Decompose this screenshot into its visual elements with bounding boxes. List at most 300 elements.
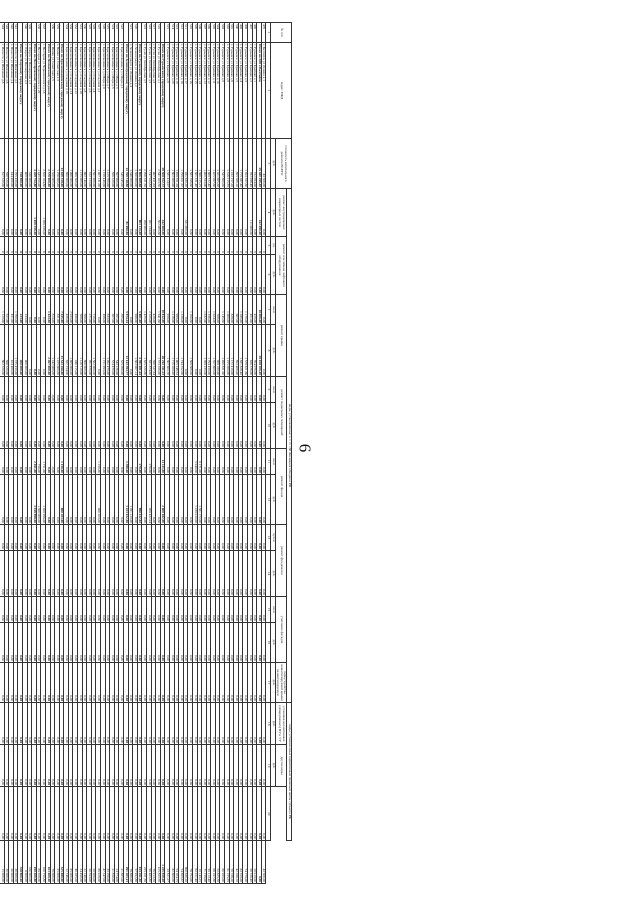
table-cell: 1 245 959,49 <box>160 841 165 884</box>
table-cell: 2 050 331,56 <box>142 139 147 189</box>
table-cell: 0 <box>188 237 193 255</box>
table-cell: 0,00 <box>220 551 225 597</box>
units-row <box>271 23 276 884</box>
table-cell: 0,00 <box>64 525 69 551</box>
table-cell: 0,00 <box>82 449 87 475</box>
table-cell: 0,00 <box>41 551 46 597</box>
unit: руб. <box>271 703 276 745</box>
table-cell: 0,00 <box>55 403 60 449</box>
table-cell: 508,00 <box>78 295 83 325</box>
table-cell: 0,00 <box>137 403 142 449</box>
table-cell: 1 198 440,00 <box>101 139 106 189</box>
table-cell: 0,00 <box>59 403 64 449</box>
table-cell: 0,00 <box>78 745 83 787</box>
table-cell: 1 225 000,00 <box>55 325 60 377</box>
table-cell: 54 669,67 <box>179 841 184 884</box>
table-cell: 1 239 010,00 <box>192 475 197 525</box>
table-cell: 0,00 <box>9 745 14 787</box>
table-cell: 0,00 <box>165 597 170 623</box>
table-cell: 0,00 <box>147 745 152 787</box>
table-cell: 513 <box>174 23 179 43</box>
table-cell: 83 559,00 <box>238 841 243 884</box>
table-cell: 0,00 <box>59 745 64 787</box>
table-cell: 0,00 <box>32 787 37 841</box>
table-row <box>87 23 92 884</box>
table-cell: 0,00 <box>55 787 60 841</box>
table-cell: 26 262 411,23 <box>160 325 165 377</box>
table-row <box>147 23 152 884</box>
table-cell: 0,00 <box>82 597 87 623</box>
table-cell: 0,00 <box>156 525 161 551</box>
table-cell: 0,00 <box>192 745 197 787</box>
table-cell: 0,00 <box>206 745 211 787</box>
table-cell: 0,00 <box>257 841 262 884</box>
table-row <box>234 23 239 884</box>
table-cell: 0,00 <box>137 703 142 745</box>
table-cell: 0,00 <box>229 703 234 745</box>
table-cell: 0,00 <box>183 403 188 449</box>
table-cell: 0,00 <box>68 475 73 525</box>
table-cell: 0,00 <box>257 787 262 841</box>
table-cell: 0,00 <box>82 403 87 449</box>
table-cell: г. Краснознаменск ул Мира д.5 <box>110 43 115 139</box>
table-cell: 0,00 <box>50 623 55 663</box>
table-row <box>243 23 248 884</box>
table-cell: 0 <box>105 237 110 255</box>
col-total: Стоимость капитального ремонта ВСЕГО <box>275 139 291 189</box>
table-cell: 291 203,13 <box>124 841 129 884</box>
table-cell: 600 630,20 <box>183 841 188 884</box>
table-cell: 802 320,00 <box>0 325 4 377</box>
col-address: Адрес МКД <box>271 43 292 139</box>
table-row <box>197 23 202 884</box>
table-cell: 0,00 <box>220 525 225 551</box>
table-cell: 0,00 <box>215 449 220 475</box>
table-cell: 22 746,00 <box>64 841 69 884</box>
table-cell: 0 <box>137 237 142 255</box>
table-cell: 0,00 <box>174 703 179 745</box>
table-cell: 502 <box>225 23 230 43</box>
table-cell: 0,00 <box>110 597 115 623</box>
table-cell: 0,00 <box>50 597 55 623</box>
table-cell: 0,00 <box>82 551 87 597</box>
table-cell: 0,00 <box>124 255 129 295</box>
table-cell: 0,00 <box>18 403 23 449</box>
table-cell: 0,00 <box>215 189 220 237</box>
table-cell: 0,00 <box>183 745 188 787</box>
table-cell: 0,00 <box>234 189 239 237</box>
table-cell: 0,00 <box>225 189 230 237</box>
table-cell: 529 <box>87 23 92 43</box>
table-cell: 0,00 <box>243 449 248 475</box>
col-basement: ремонт подвальных помещений <box>275 377 287 449</box>
table-cell: 1 059 356,00 <box>32 189 37 237</box>
table-cell: 0,00 <box>114 189 119 237</box>
table-cell: 0,00 <box>133 745 138 787</box>
table-cell: 1 361 172,00 <box>197 475 202 525</box>
table-cell: 0,00 <box>234 623 239 663</box>
table-cell: 0,00 <box>248 597 253 623</box>
table-cell: 0,00 <box>27 525 32 551</box>
table-cell: 0,00 <box>114 525 119 551</box>
table-cell: г. Гурьевск ул Крайняя д.18 <box>179 43 184 139</box>
table-cell: 0 <box>169 237 174 255</box>
table-cell: 0,00 <box>73 377 78 403</box>
table-cell: 538 <box>36 23 41 43</box>
table-cell: 1 578 621,60 <box>243 325 248 377</box>
table-row <box>68 23 73 884</box>
table-cell: 0,00 <box>179 597 184 623</box>
table-cell: г. Гурьевск ул Крайняя д.19 <box>174 43 179 139</box>
table-cell: 0,00 <box>36 295 41 325</box>
table-cell: 78 792,00 <box>188 841 193 884</box>
table-cell: 0,00 <box>101 787 106 841</box>
table-cell: 0,00 <box>151 703 156 745</box>
col-other: другие виды <box>275 745 287 787</box>
table-cell: 0,00 <box>13 703 18 745</box>
table-cell: 0,00 <box>59 787 64 841</box>
table-cell: 0,00 <box>128 295 133 325</box>
table-cell: 0,00 <box>206 189 211 237</box>
table-cell: 0,00 <box>206 787 211 841</box>
table-cell: 0 <box>87 237 92 255</box>
table-cell: 1 405 246,53 <box>174 325 179 377</box>
unit: куб.м <box>271 525 276 551</box>
unit: руб. <box>271 255 276 295</box>
table-cell: г. Полесск ул Шевченко д.4 <box>9 43 14 139</box>
table-cell: 1 280,00 <box>238 295 243 325</box>
table-cell: 0,00 <box>257 475 262 525</box>
table-cell: 4 391 081,64 <box>137 325 142 377</box>
table-cell: 78 000,00 <box>50 841 55 884</box>
table-cell: 408 900,00 <box>22 139 27 189</box>
table-cell: 0,00 <box>73 189 78 237</box>
table-row <box>91 23 96 884</box>
table-cell: 0,00 <box>91 597 96 623</box>
table-cell: г. Полесск ул Шевченко д.8 <box>0 43 4 139</box>
table-cell: 0,00 <box>32 551 37 597</box>
table-row <box>215 23 220 884</box>
table-cell: 0 <box>243 237 248 255</box>
table-cell: 0,00 <box>202 703 207 745</box>
table-cell: 0,00 <box>151 663 156 703</box>
table-cell: 0,00 <box>4 597 9 623</box>
table-cell: 0,00 <box>234 787 239 841</box>
table-cell: 0,00 <box>220 663 225 703</box>
table-cell: г. Краснознаменск ул Садовая д.2 <box>96 43 101 139</box>
table-cell: 0,00 <box>55 255 60 295</box>
table-cell: 0,00 <box>206 525 211 551</box>
table-cell: 0,00 <box>59 551 64 597</box>
table-cell: 46 285,00 <box>73 841 78 884</box>
table-cell: 0,00 <box>261 663 266 703</box>
table-cell: 0,00 <box>165 623 170 663</box>
table-row <box>248 23 253 884</box>
table-cell: 0,00 <box>238 703 243 745</box>
table-cell: 0,00 <box>169 525 174 551</box>
table-cell: 330 000,00 <box>27 841 32 884</box>
table-cell: 0,00 <box>202 525 207 551</box>
table-cell: 100 750,80 <box>41 841 46 884</box>
table-cell: 514 <box>169 23 174 43</box>
table-cell: 1 659 998,00 <box>41 475 46 525</box>
unit: руб. <box>271 623 276 663</box>
table-cell: 0,00 <box>36 745 41 787</box>
table-cell: 1 320 000,00 <box>50 139 55 189</box>
table-cell: 0,00 <box>96 189 101 237</box>
table-cell: 0,00 <box>4 377 9 403</box>
table-cell: 722 223,00 <box>87 139 92 189</box>
table-cell: г. Гурьевск ул Крайняя д.15 <box>192 43 197 139</box>
table-cell: 0,00 <box>4 703 9 745</box>
table-cell: 0,00 <box>87 623 92 663</box>
table-cell: 0,00 <box>91 189 96 237</box>
table-cell: 0,00 <box>27 475 32 525</box>
table-cell: 0,00 <box>68 403 73 449</box>
table-cell: 1 228,00 <box>179 295 184 325</box>
table-cell: 0,00 <box>68 597 73 623</box>
table-cell: 719,00 <box>91 295 96 325</box>
table-cell: 0,00 <box>202 787 207 841</box>
table-cell: 0,00 <box>188 745 193 787</box>
table-cell: 940 215,00 <box>73 325 78 377</box>
col-roof-ventilation: переустройство невентилируемой крыши на вентилируемую <box>276 664 288 701</box>
table-cell: 0,00 <box>114 475 119 525</box>
table-cell: 0,00 <box>137 377 142 403</box>
table-cell: 502 000,00 <box>156 189 161 237</box>
table-cell: 0,00 <box>105 189 110 237</box>
table-cell: 0,00 <box>78 551 83 597</box>
table-cell: 400 000,00 <box>18 325 23 377</box>
table-cell: 0,00 <box>101 663 106 703</box>
table-cell: 0,00 <box>234 255 239 295</box>
table-cell: 0,00 <box>78 403 83 449</box>
table-cell: 0,00 <box>119 377 124 403</box>
table-cell: 0,00 <box>188 525 193 551</box>
table-cell: 0,00 <box>183 597 188 623</box>
table-cell: 0 <box>151 237 156 255</box>
col-foundation: ремонт фундамента <box>275 525 287 597</box>
table-cell: 1 547 800,00 <box>220 139 225 189</box>
table-cell: 0,00 <box>73 525 78 551</box>
table-cell: 0,00 <box>114 663 119 703</box>
table-cell: 903 134,00 <box>137 189 142 237</box>
table-cell: 0,00 <box>124 703 129 745</box>
table-cell: 0,00 <box>119 703 124 745</box>
table-cell: 817 320,00 <box>0 139 4 189</box>
table-cell: 0,00 <box>215 745 220 787</box>
table-cell: 430,00 <box>64 295 69 325</box>
table-cell: 0,00 <box>169 189 174 237</box>
table-cell: 0,00 <box>147 703 152 745</box>
table-cell: 0,00 <box>32 377 37 403</box>
table-cell: 0,00 <box>151 623 156 663</box>
table-cell: 0,00 <box>18 525 23 551</box>
table-cell: 0,00 <box>197 623 202 663</box>
table-cell: 0,00 <box>238 787 243 841</box>
table-cell: 0,00 <box>45 449 50 475</box>
table-cell: 497 <box>248 23 253 43</box>
table-cell: 0,00 <box>68 449 73 475</box>
table-cell: 331 000,00 <box>183 189 188 237</box>
column-index: 1 <box>266 23 271 43</box>
table-cell: 1 253 032,00 <box>124 475 129 525</box>
table-cell: 0,00 <box>137 787 142 841</box>
table-cell: 0,00 <box>64 787 69 841</box>
table-cell: 225 011,56 <box>142 841 147 884</box>
table-cell: 0,00 <box>87 475 92 525</box>
subtotal-row <box>32 23 37 884</box>
table-cell: 0,00 <box>13 475 18 525</box>
table-cell: 25 000,00 <box>55 841 60 884</box>
table-cell: 0,00 <box>234 475 239 525</box>
table-cell: 0,00 <box>225 525 230 551</box>
table-cell: 0,00 <box>206 377 211 403</box>
table-cell: 0,00 <box>211 189 216 237</box>
table-cell: 1 765 450,00 <box>13 139 18 189</box>
table-cell: 0,00 <box>197 525 202 551</box>
table-cell: 0,00 <box>9 475 14 525</box>
table-cell: 0,00 <box>50 663 55 703</box>
table-row <box>13 23 18 884</box>
table-cell: г. Краснознаменск ул Мира д.7 <box>105 43 110 139</box>
table-cell: 0,00 <box>0 703 4 745</box>
table-cell: 0,00 <box>22 377 27 403</box>
table-cell: 0,00 <box>4 403 9 449</box>
table-cell: 0,00 <box>156 475 161 525</box>
table-cell: 0,00 <box>261 745 266 787</box>
table-cell: 503 <box>220 23 225 43</box>
table-cell: 1 059 356,00 <box>41 189 46 237</box>
table-cell: 0,00 <box>156 449 161 475</box>
capital-repair-table <box>0 22 292 884</box>
table-cell: 0 <box>22 237 27 255</box>
table-cell: 0,00 <box>110 475 115 525</box>
table-cell: 0,00 <box>36 255 41 295</box>
table-cell: 0,00 <box>169 787 174 841</box>
table-cell: 0,00 <box>188 787 193 841</box>
table-cell: 1 307 603,70 <box>165 325 170 377</box>
table-cell: 1 250 000,00 <box>55 139 60 189</box>
unit: руб. <box>271 325 276 377</box>
table-cell: 0,00 <box>261 377 266 403</box>
col-num: № п/п <box>271 23 292 43</box>
table-cell: 0,00 <box>0 525 4 551</box>
table-cell: 1 889 572,40 <box>206 139 211 189</box>
table-row <box>261 23 266 884</box>
table-cell: 0,00 <box>202 551 207 597</box>
table-cell: 0,00 <box>257 449 262 475</box>
table-cell: 1 390,00 <box>124 449 129 475</box>
table-cell: 0,00 <box>101 745 106 787</box>
table-cell: 895 566,10 <box>234 139 239 189</box>
table-cell: 0,00 <box>105 623 110 663</box>
table-cell: 0,00 <box>179 703 184 745</box>
table-cell: 5 940,00 <box>192 449 197 475</box>
table-cell: 0,00 <box>128 449 133 475</box>
column-index: 8 <box>266 325 271 377</box>
table-cell: 0,00 <box>261 255 266 295</box>
table-cell: 0,00 <box>114 403 119 449</box>
table-cell: 0,00 <box>0 787 4 841</box>
table-cell: 0,00 <box>142 449 147 475</box>
table-cell: 0,00 <box>105 703 110 745</box>
table-cell: 1 216,00 <box>169 295 174 325</box>
table-row <box>114 23 119 884</box>
table-cell: г. Гурьевск ул Крайняя д.5 <box>234 43 239 139</box>
table-cell: Итого по Гурьевскому городскому округу <box>160 43 165 139</box>
table-cell: 0,00 <box>174 551 179 597</box>
table-cell: 0,00 <box>13 623 18 663</box>
table-cell: 0,00 <box>137 745 142 787</box>
table-cell: 0,00 <box>32 623 37 663</box>
table-cell: 0,00 <box>211 663 216 703</box>
table-cell: 0,00 <box>234 551 239 597</box>
table-cell: 537 <box>41 23 46 43</box>
table-cell: 0,00 <box>105 663 110 703</box>
table-cell: 0,00 <box>110 189 115 237</box>
table-cell: 0,00 <box>91 787 96 841</box>
table-cell: 0,00 <box>225 597 230 623</box>
table-cell: 0,00 <box>101 255 106 295</box>
table-cell: 0 <box>119 237 124 255</box>
table-cell: 620 378,00 <box>248 325 253 377</box>
table-cell: 0,00 <box>55 551 60 597</box>
table-cell: 0,00 <box>68 703 73 745</box>
table-cell: 0,00 <box>22 255 27 295</box>
table-cell: 0,00 <box>188 623 193 663</box>
table-cell: 540 <box>22 23 27 43</box>
table-cell: 0 <box>229 237 234 255</box>
table-cell: 0,00 <box>252 745 257 787</box>
table-cell: 0,00 <box>91 377 96 403</box>
table-cell: 0,00 <box>234 703 239 745</box>
table-cell: 750,00 <box>36 449 41 475</box>
table-cell: 111 000,00 <box>248 189 253 237</box>
table-cell <box>32 23 37 43</box>
table-cell: 0,00 <box>248 403 253 449</box>
table-cell: 0,00 <box>68 745 73 787</box>
table-cell: 0,00 <box>59 189 64 237</box>
table-cell: 0,00 <box>41 623 46 663</box>
table-cell: г. Озерск ул Пионерская д.5 <box>22 43 27 139</box>
table-cell: 520 <box>133 23 138 43</box>
table-cell: 0,00 <box>206 703 211 745</box>
table-cell: 496 <box>252 23 257 43</box>
table-cell: 0,00 <box>105 255 110 295</box>
table-cell: 1 067 131,00 <box>96 139 101 189</box>
table-cell: 0,00 <box>27 403 32 449</box>
table-cell: 0,00 <box>55 597 60 623</box>
table-cell: 0,00 <box>248 525 253 551</box>
table-cell: 0,00 <box>238 449 243 475</box>
table-cell: г. Нестеров ул Черняховского д.20 <box>36 43 41 139</box>
table-cell: 0,00 <box>59 703 64 745</box>
table-cell: 0,00 <box>9 787 14 841</box>
table-cell: 998 432,94 <box>147 475 152 525</box>
table-cell: 0,00 <box>55 189 60 237</box>
table-cell: 0,00 <box>0 551 4 597</box>
table-cell: 0,00 <box>197 597 202 623</box>
table-cell: 0,00 <box>211 623 216 663</box>
table-cell: 80 969,00 <box>220 841 225 884</box>
col-elevators: ремонт или замена лифтового оборудования <box>275 237 287 295</box>
table-cell: 0,00 <box>18 745 23 787</box>
table-cell: 0,00 <box>41 377 46 403</box>
table-cell: 0,00 <box>261 475 266 525</box>
table-cell: 0,00 <box>87 403 92 449</box>
table-cell: 0,00 <box>160 623 165 663</box>
